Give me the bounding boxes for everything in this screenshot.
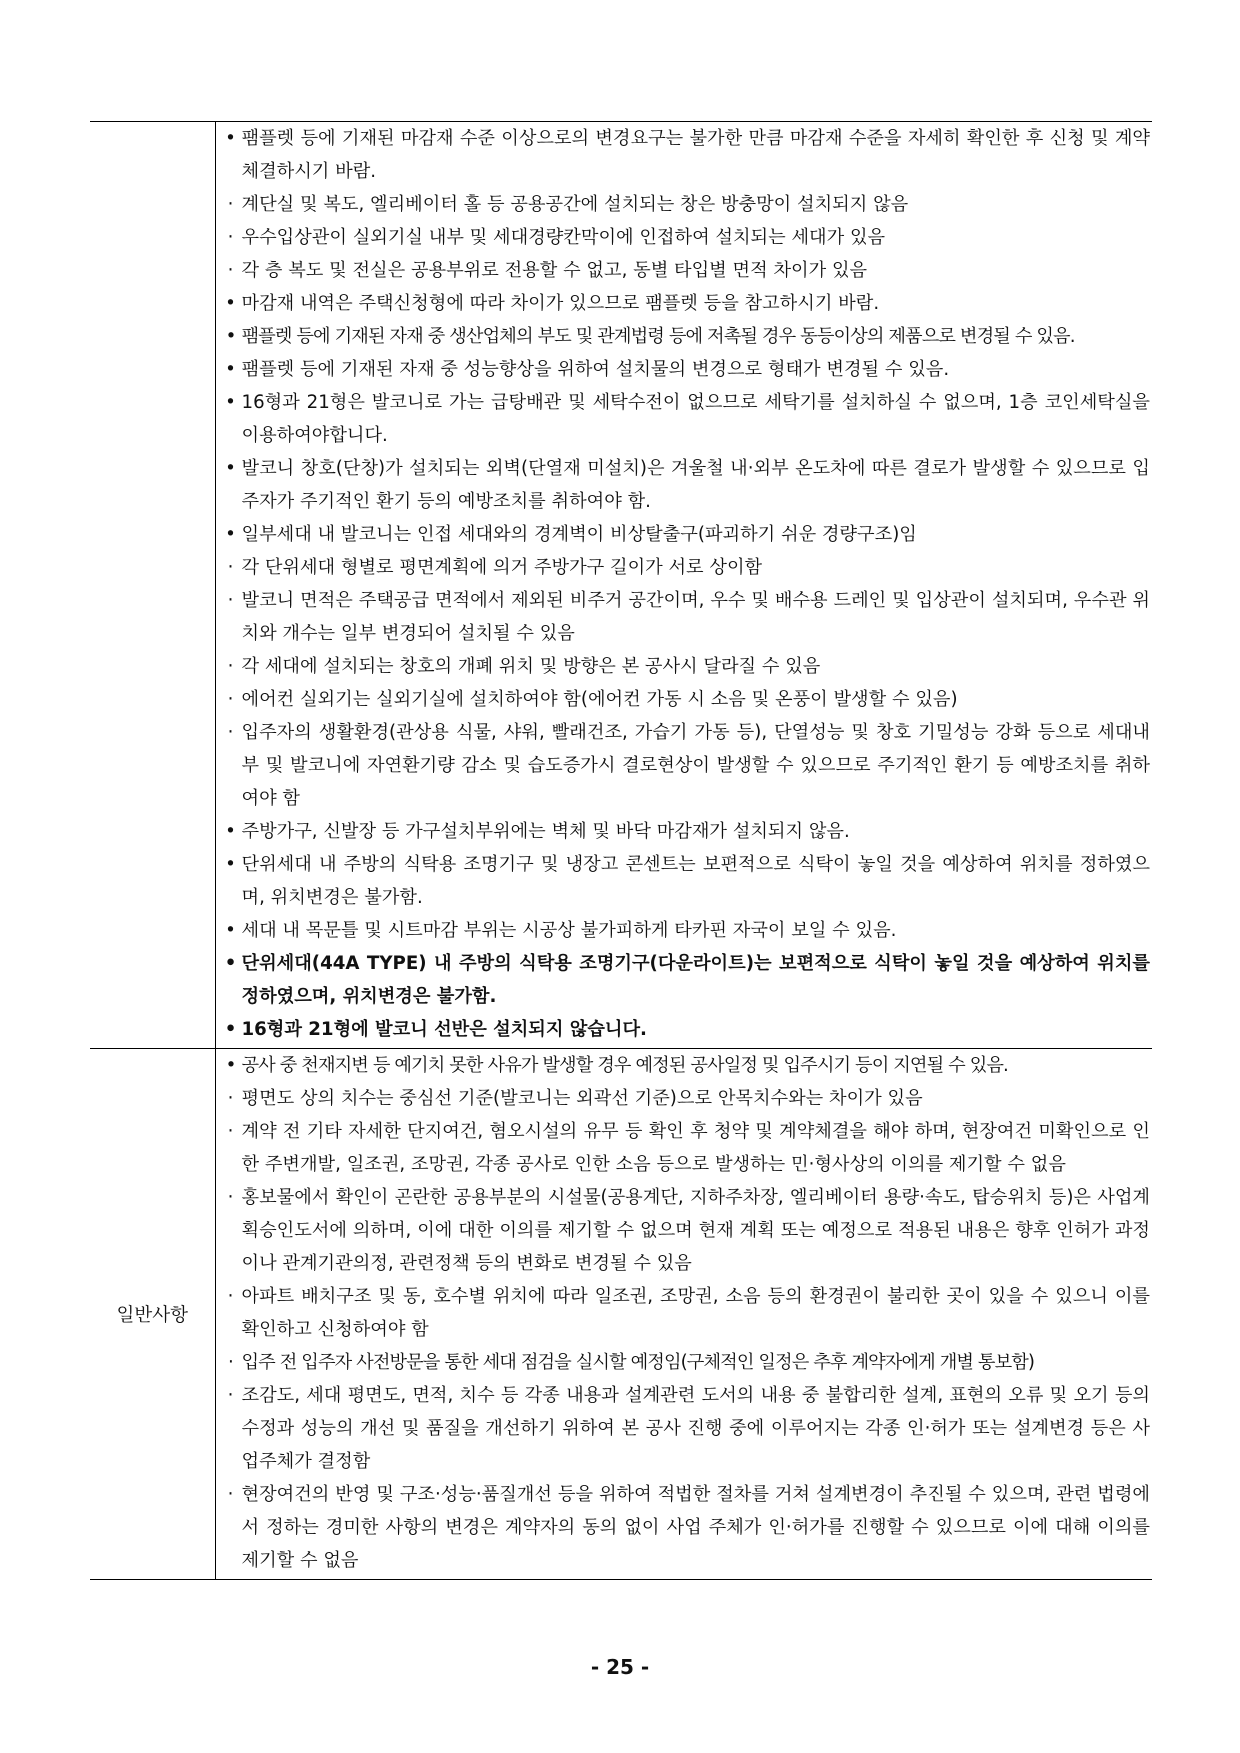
notice-item [222,815,1151,848]
notice-item [222,716,1151,815]
bullet-icon: · [227,260,234,281]
notice-item [222,386,1151,452]
notice-text: 현장여건의 반영 및 구조·성능·품질개선 등을 위하여 적법한 절차를 거쳐 설계변경이 추진될 수 있으며, 관련 법령에서 정하는 경미한 사항의 변경은 계약자의 동의 없이 사업 주체가 인·허가를 진행할 수 있으므로 이에 대해 이의를 제기할 수 없음 [241,1484,1150,1571]
notice-text: 조감도, 세대 평면도, 면적, 치수 등 각종 내용과 설계관련 도서의 내용 중 불합리한 설계, 표현의 오류 및 오기 등의 수정과 성능의 개선 및 품질을 개선하기 위하여 본 공사 진행 중에 이루어지는 각종 인·허가 또는 설계변경 등은 사업주체가 결정함 [241,1385,1150,1472]
notice-item [222,1379,1151,1478]
notice-text: 일부세대 내 발코니는 인접 세대와의 경계벽이 비상탈출구(파괴하기 쉬운 경량구조)임 [241,524,917,545]
notice-text: 각 층 복도 및 전실은 공용부위로 전용할 수 없고, 동별 타입별 면적 차이가 있음 [241,260,868,281]
bullet-icon: • [225,1055,236,1076]
notice-text: 입주자의 생활환경(관상용 식물, 샤워, 빨래건조, 가습기 가동 등), 단열성능 및 창호 기밀성능 강화 등으로 세대내부 및 발코니에 자연환기량 감소 및 습도증가시 결로현상이 발생할 수 있으므로 주기적인 환기 등 예방조치를 취하여야 함 [241,722,1150,809]
notice-text: 홍보물에서 확인이 곤란한 공용부분의 시설물(공용계단, 지하주차장, 엘리베이터 용량·속도, 탑승위치 등)은 사업계획승인도서에 의하며, 이에 대한 이의를 제기할 수 없으며 현재 계획 또는 예정으로 적용된 내용은 향후 인허가 과정이나 관계기관의정, 관련정책 등의 변화로 변경될 수 있음 [241,1187,1150,1274]
notice-text: 팸플렛 등에 기재된 자재 중 성능향상을 위하여 설치물의 변경으로 형태가 변경될 수 있음. [241,359,950,380]
bullet-icon: · [227,656,234,677]
notice-item [222,584,1151,650]
bullet-icon: • [224,953,237,974]
bullet-icon: • [225,920,236,941]
bullet-icon: · [227,1121,234,1142]
notice-item [222,287,1151,320]
notice-text: 주방가구, 신발장 등 가구설치부위에는 벽체 및 바닥 마감재가 설치되지 않음. [241,821,850,842]
bullet-icon: • [225,854,236,875]
bullet-icon: • [225,293,236,314]
notice-item [222,1346,1151,1379]
bullet-icon: · [227,689,234,710]
notice-text: 입주 전 입주자 사전방문을 통한 세대 점검을 실시할 예정임(구체적인 일정은 추후 계약자에게 개별 통보함) [241,1352,1035,1373]
notice-text: 에어컨 실외기는 실외기실에 설치하여야 함(에어컨 가동 시 소음 및 온풍이 발생할 수 있음) [241,689,958,710]
bullet-icon: · [228,1352,233,1373]
notice-text: 세대 내 목문틀 및 시트마감 부위는 시공상 불가피하게 타카핀 자국이 보일 수 있음. [241,920,897,941]
notice-text: 우수입상관이 실외기실 내부 및 세대경량칸막이에 인접하여 설치되는 세대가 있음 [241,227,886,248]
notice-text: 평면도 상의 치수는 중심선 기준(발코니는 외곽선 기준)으로 안목치수와는 차이가 있음 [241,1088,923,1109]
bullet-icon: • [225,128,236,149]
items-cell [215,122,1152,1049]
notice-text: 계약 전 기타 자세한 단지여건, 혐오시설의 유무 등 확인 후 청약 및 계약체결을 해야 하며, 현장여건 미확인으로 인한 주변개발, 일조권, 조망권, 각종 공사로 인한 소음 등으로 발생하는 민·형사상의 이의를 제기할 수 없음 [241,1121,1150,1175]
category-label: 일반사항 [90,1049,215,1580]
bullet-icon: · [227,1286,234,1307]
bullet-icon: • [225,524,236,545]
notice-item [222,551,1151,584]
notice-item [222,947,1151,1013]
section-row [90,1049,1152,1580]
notice-text: 단위세대(44A TYPE) 내 주방의 식탁용 조명기구(다운라이트)는 보편적으로 식탁이 놓일 것을 예상하여 위치를 정하였으며, 위치변경은 불가함. [241,953,1150,1007]
notice-text: 각 세대에 설치되는 창호의 개폐 위치 및 방향은 본 공사시 달라질 수 있음 [241,656,821,677]
notice-item [222,683,1151,716]
bullet-icon: • [225,326,236,347]
notice-text: 각 단위세대 형별로 평면계획에 의거 주방가구 길이가 서로 상이함 [241,557,763,578]
bullet-icon: · [227,1088,234,1109]
notice-item [222,221,1151,254]
notice-text: 발코니 면적은 주택공급 면적에서 제외된 비주거 공간이며, 우수 및 배수용 드레인 및 입상관이 설치되며, 우수관 위치와 개수는 일부 변경되어 설치될 수 있음 [241,590,1150,644]
notice-item [222,353,1151,386]
section-row [90,122,1152,1049]
notice-item [222,452,1151,518]
bullet-icon: · [227,722,234,743]
notice-table-body [90,122,1152,1580]
notice-item [222,518,1151,551]
notice-item [222,1181,1151,1280]
category-label [90,122,215,1049]
bullet-icon: · [227,194,234,215]
notice-text: 팸플렛 등에 기재된 자재 중 생산업체의 부도 및 관계법령 등에 저촉될 경우 동등이상의 제품으로 변경될 수 있음. [241,326,1075,347]
notice-text: 단위세대 내 주방의 식탁용 조명기구 및 냉장고 콘센트는 보편적으로 식탁이 놓일 것을 예상하여 위치를 정하였으며, 위치변경은 불가함. [241,854,1150,908]
bullet-icon: · [227,557,234,578]
notice-text: 계단실 및 복도, 엘리베이터 홀 등 공용공간에 설치되는 창은 방충망이 설치되지 않음 [241,194,909,215]
bullet-icon: · [227,1187,234,1208]
notice-item [222,1280,1151,1346]
notice-item [222,1478,1151,1577]
notice-item [222,1115,1151,1181]
notice-item [222,1013,1151,1046]
notice-text: 마감재 내역은 주택신청형에 따라 차이가 있으므로 팸플렛 등을 참고하시기 바람. [241,293,880,314]
notice-text: 공사 중 천재지변 등 예기치 못한 사유가 발생할 경우 예정된 공사일정 및 입주시기 등이 지연될 수 있음. [241,1055,1008,1076]
bullet-icon: • [225,458,236,479]
page-number: - 25 - [590,1655,650,1679]
notice-item [222,914,1151,947]
notice-text: 팸플렛 등에 기재된 마감재 수준 이상으로의 변경요구는 불가한 만큼 마감재 수준을 자세히 확인한 후 신청 및 계약체결하시기 바람. [241,128,1150,182]
bullet-icon: • [225,821,236,842]
bullet-icon: • [225,359,236,380]
notice-text: 발코니 창호(단창)가 설치되는 외벽(단열재 미설치)은 겨울철 내·외부 온도차에 따른 결로가 발생할 수 있으므로 입주자가 주기적인 환기 등의 예방조치를 취하여야 함. [241,458,1150,512]
notice-item [222,1082,1151,1115]
bullet-icon: • [224,1019,237,1040]
notice-table [90,121,1152,1580]
notice-text: 16형과 21형에 발코니 선반은 설치되지 않습니다. [241,1019,647,1040]
notice-item [222,188,1151,221]
bullet-icon: · [227,227,234,248]
notice-item [222,254,1151,287]
notice-item [222,320,1151,353]
notice-text: 16형과 21형은 발코니로 가는 급탕배관 및 세탁수전이 없으므로 세탁기를 설치하실 수 없으며, 1층 코인세탁실을 이용하여야합니다. [241,392,1150,446]
notice-item [222,650,1151,683]
bullet-icon: • [225,392,236,413]
items-cell [215,1049,1152,1580]
bullet-icon: · [227,1484,234,1505]
bullet-icon: · [227,590,234,611]
notice-item [222,848,1151,914]
bullet-icon: · [227,1385,234,1406]
notice-item [222,1049,1151,1082]
notice-text: 아파트 배치구조 및 동, 호수별 위치에 따라 일조권, 조망권, 소음 등의 환경권이 불리한 곳이 있을 수 있으니 이를 확인하고 신청하여야 함 [241,1286,1150,1340]
notice-item [222,122,1151,188]
